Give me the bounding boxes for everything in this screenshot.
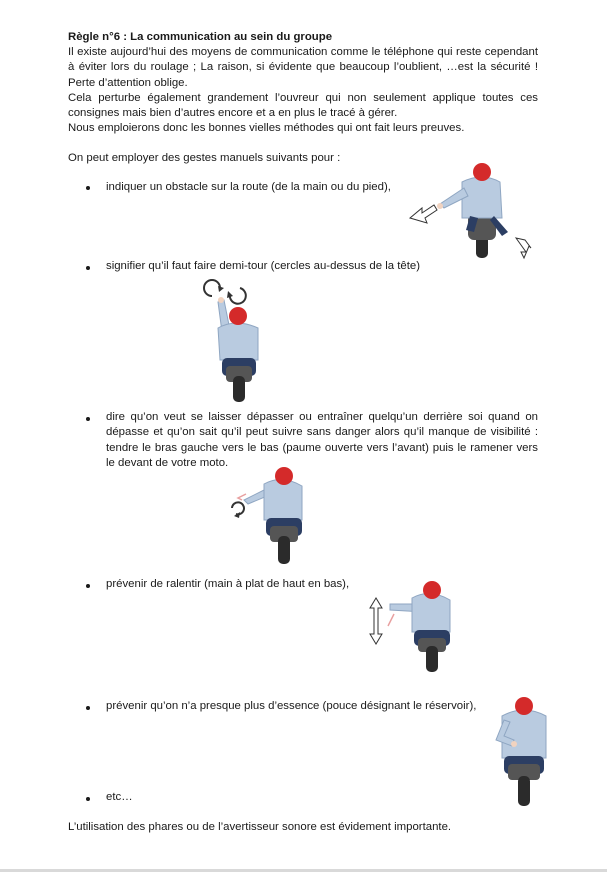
bullet-dot [86,266,90,270]
arrow-down-right-icon [516,238,531,258]
rider-obstacle-illustration [404,160,534,260]
bullet-dot [86,706,90,710]
circle-arrows-icon [204,280,246,304]
rider-slow-down-illustration [366,574,466,674]
gesture-let-pass: dire qu’on veut se laisser dépasser ou entraîner quelqu’un derrière soi quand on dépasse et qu’on sait qu’il peut suivre sans danger alors qu’il manque de visibilité : tendre le bras gauche vers le bas (paume ouverte vers l’avant) puis le ramener vers le devant de votre moto. [106,411,538,470]
closing-paragraph: L’utilisation des phares ou de l’avertisseur sonore est évidement importante. [68,821,452,833]
gesture-slow-down: prévenir de ralentir (main à plat de haut en bas), [106,578,350,590]
bullet-dot [86,584,90,588]
rider-u-turn-illustration [200,276,272,404]
intro-paragraph-2: Cela perturbe également grandement l’ouvreur qui non seulement applique toutes ces consignes mais bien d’autres encore et a en plus le tracé à gérer. [68,92,538,120]
gesture-obstacle: indiquer un obstacle sur la route (de la main ou du pied), [106,181,391,193]
intro-paragraph-3: Nous emploierons donc les bonnes vielles méthodes qui ont fait leurs preuves. [68,122,465,134]
gestures-lead: On peut employer des gestes manuels suivants pour : [68,152,341,164]
gesture-u-turn: signifier qu’il faut faire demi-tour (cercles au-dessus de la tête) [106,260,421,272]
gesture-low-fuel: prévenir qu’on n’a presque plus d’essence (pouce désignant le réservoir), [106,700,477,712]
bullet-dot [86,186,90,190]
intro-paragraph-1: Il existe aujourd’hui des moyens de communication comme le téléphone qui reste cependant à éviter lors du roulage ; La raison, si évidente que beaucoup l’oublient, …est la sécurité ! Perte d’attention oblige. [68,46,538,89]
rule-heading: Règle n°6 : La communication au sein du groupe [68,31,333,43]
arrow-left-icon [410,205,437,223]
bullet-dot [86,797,90,801]
curved-arrow-icon [232,502,244,514]
rider-let-pass-illustration [222,464,322,566]
gesture-etc: etc… [106,791,133,803]
double-arrow-icon [370,598,382,644]
bullet-dot [86,417,90,421]
